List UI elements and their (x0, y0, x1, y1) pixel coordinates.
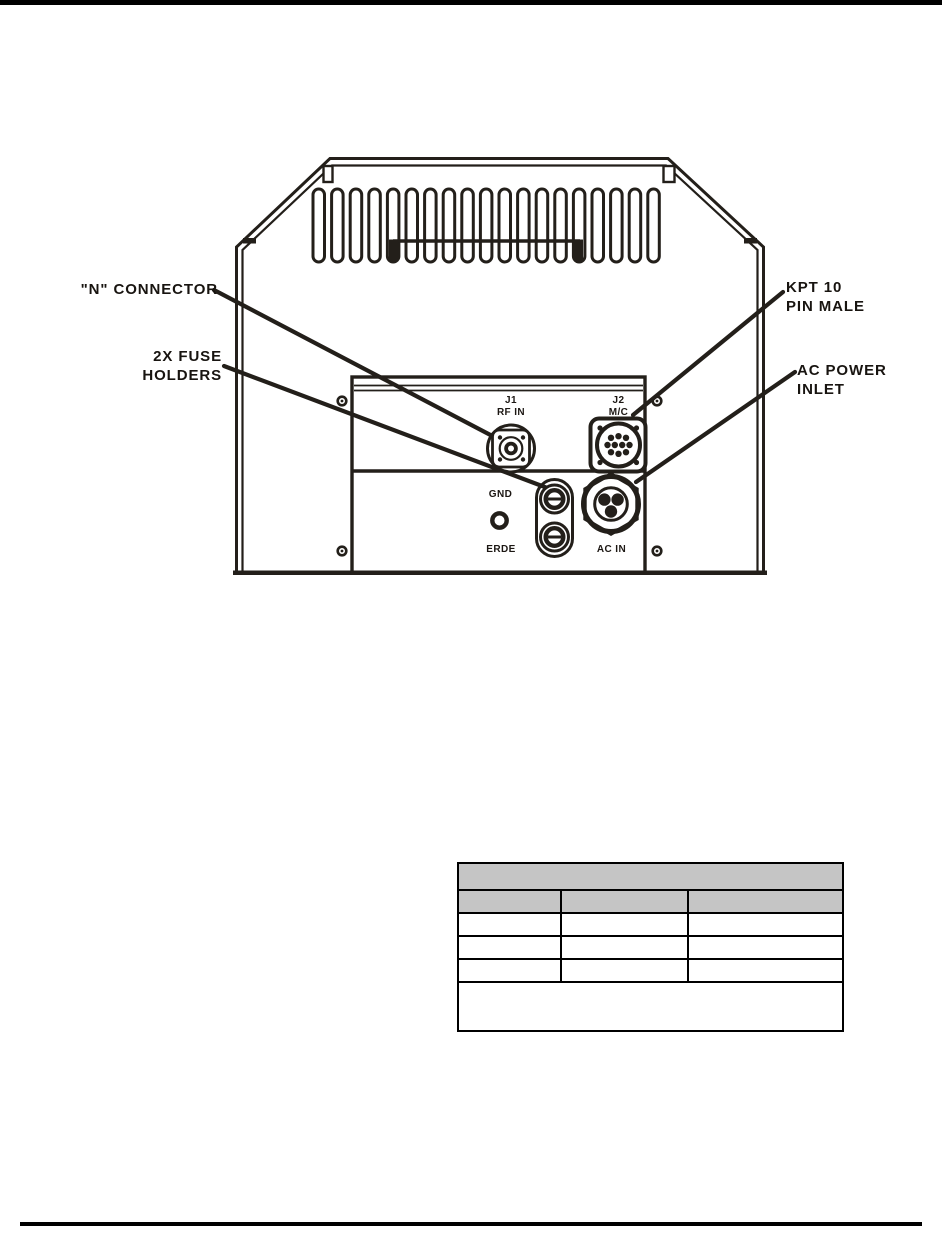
table-cell (458, 959, 561, 982)
table-header-cell (561, 890, 688, 913)
ac-inlet-drawing (584, 474, 639, 534)
callout-n-connector-text: "N" CONNECTOR (80, 281, 218, 298)
ac-in-label: AC IN (596, 544, 627, 555)
j2-label: J2 (612, 395, 625, 406)
callout-kpt-line1: KPT 10 (786, 279, 843, 296)
callout-kpt-line2: PIN MALE (786, 297, 865, 315)
j2-kpt-connector-drawing (591, 419, 646, 472)
gnd-label: GND (488, 489, 513, 500)
table-cell (688, 936, 843, 959)
erde-label: ERDE (486, 544, 516, 555)
table-cell (561, 936, 688, 959)
spec-table (457, 862, 844, 1032)
table-cell (458, 936, 561, 959)
callout-fuse-line1: 2X FUSE (153, 348, 222, 365)
table-cell (458, 913, 561, 936)
ac-power-leader-line (636, 372, 795, 482)
callout-n-connector (81, 281, 218, 300)
table-title-row (458, 863, 843, 890)
table-cell (688, 959, 843, 982)
table-row (458, 913, 843, 936)
callout-ac-line2: INLET (797, 380, 845, 398)
j1-n-connector-drawing (488, 425, 535, 472)
table-row (458, 959, 843, 982)
table-footer-row (458, 982, 843, 1031)
callout-fuse-line2: HOLDERS (142, 366, 222, 384)
callout-ac-power-inlet (797, 362, 887, 399)
table-row (458, 936, 843, 959)
fuse-holders-drawing (537, 480, 573, 557)
callout-ac-line1: AC POWER (797, 362, 887, 379)
j2-sub-label: M/C (608, 407, 629, 418)
j1-sub-label: RF IN (496, 407, 526, 418)
vent-slots (313, 189, 659, 262)
ground-stud-drawing (492, 513, 506, 527)
j1-label: J1 (505, 395, 517, 406)
table-header-row (458, 890, 843, 913)
callout-fuse-holders (142, 348, 222, 385)
table-footer-cell (458, 982, 843, 1031)
table-cell (688, 913, 843, 936)
table-title-cell (458, 863, 843, 890)
table-header-cell (688, 890, 843, 913)
callout-kpt-10-pin (786, 279, 865, 316)
table-cell (561, 959, 688, 982)
spec-table-container (457, 862, 844, 1032)
table-cell (561, 913, 688, 936)
table-header-cell (458, 890, 561, 913)
